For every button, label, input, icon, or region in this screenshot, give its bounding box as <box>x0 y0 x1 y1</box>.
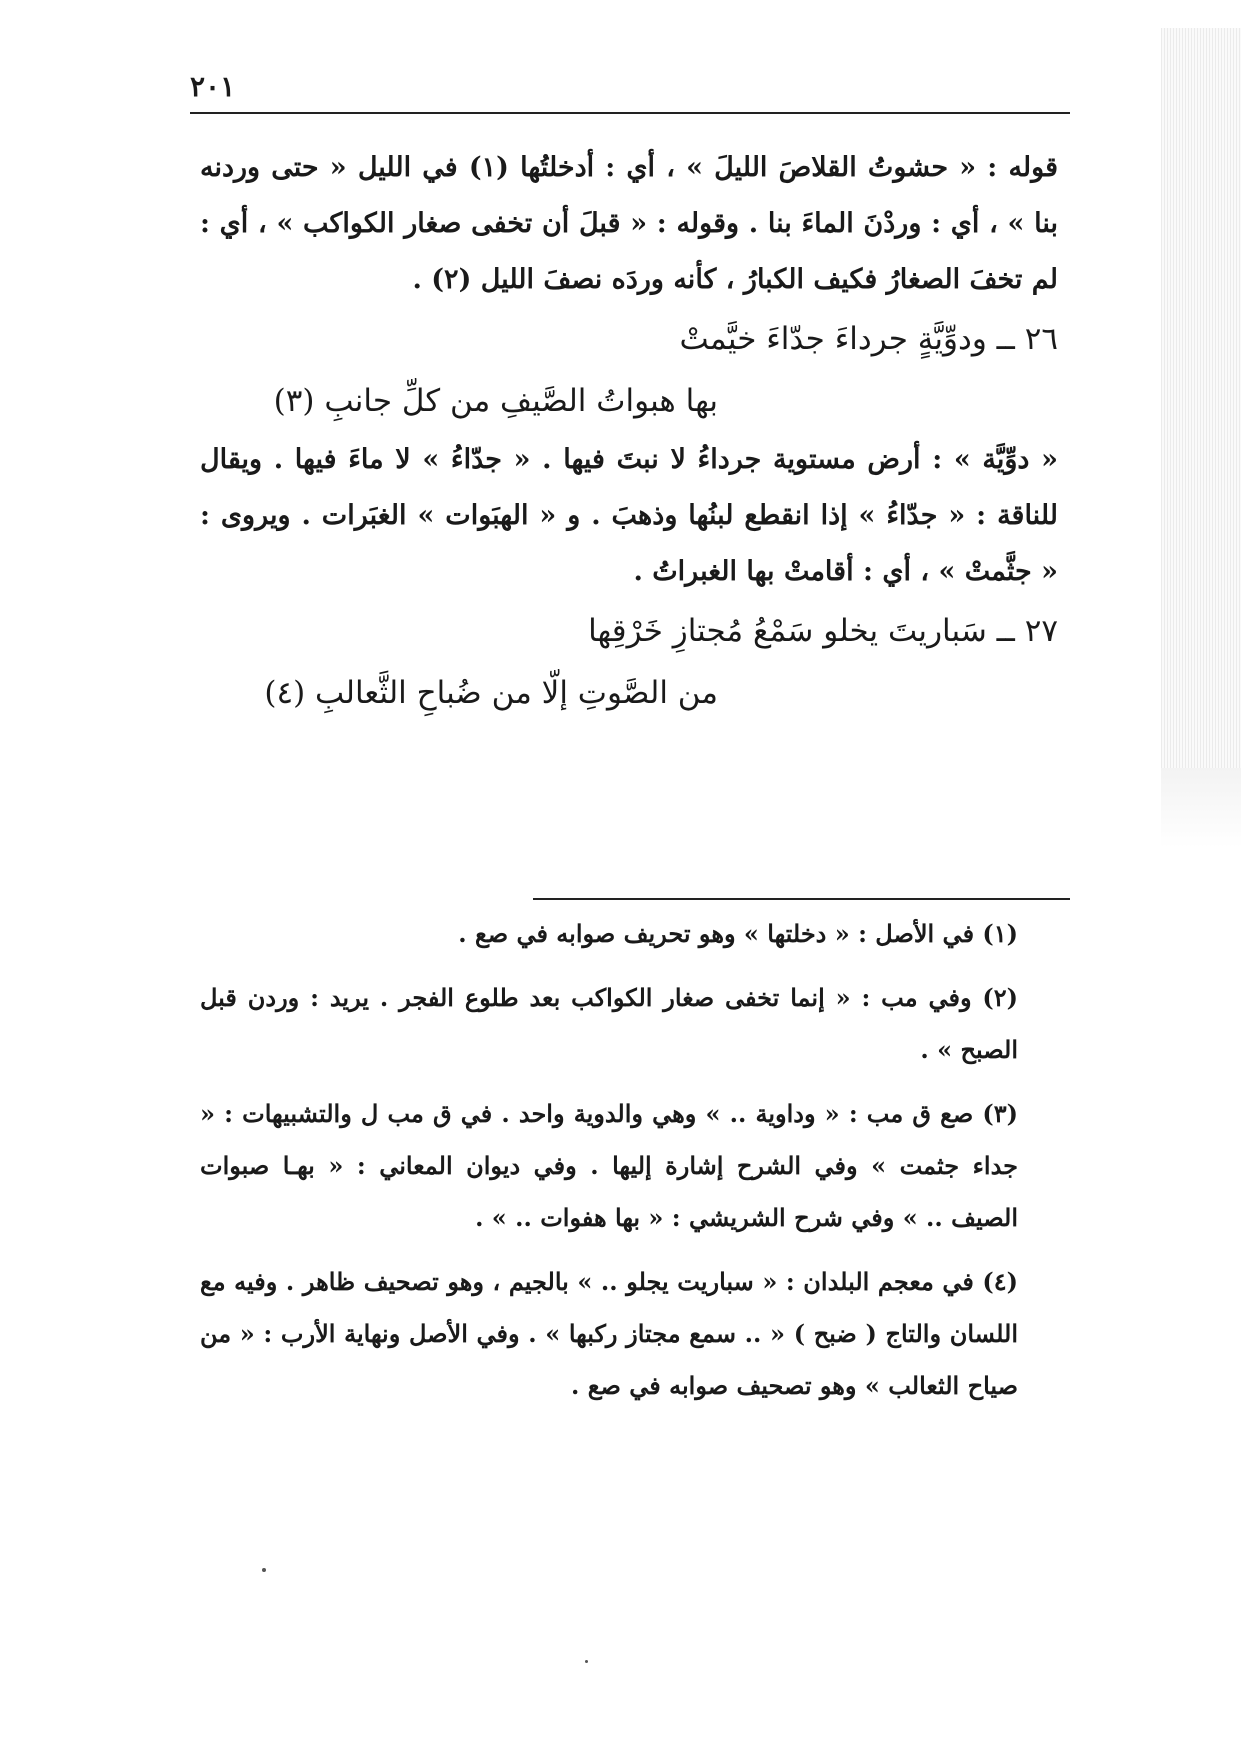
footnote-rule <box>533 898 1070 900</box>
verse-27-second-hemistich: من الصَّوتِ إلّا من ضُباحِ الثَّعالبِ (٤) <box>264 675 718 711</box>
verse-26-first-hemistich: ٢٦ ــ ودوِّيَّةٍ جرداءَ جدّاءَ خيَّمتْ <box>679 321 1058 357</box>
scan-speck <box>585 1660 588 1663</box>
verse-26-second-hemistich: بها هبواتُ الصَّيفِ من كلِّ جانبِ (٣) <box>273 383 718 419</box>
commentary-paragraph-1: قوله : « حشوتُ القلاصَ الليلَ » ، أي : أدخلتُها (١) في الليل « حتى وردنه بنا » ، أي : وردْنَ الماءَ بنا . وقوله : « قبلَ أن تخفى صغار الكواكب » ، أي : لم تخفَ الصغارُ فكيف الكبارُ ، كأنه وردَه نصفَ الليل (٢) . <box>200 152 1059 295</box>
header-rule <box>190 112 1070 114</box>
commentary-paragraph-2: « دوِّيَّة » : أرض مستوية جرداءُ لا نبتَ فيها . « جدّاءُ » لا ماءَ فيها . ويقال للناقة : « جدّاءُ » إذا انقطع لبنُها وذهبَ . و « الهبَوات » الغبَرات . ويروى : « جثَّمتْ » ، أي : أقامتْ بها الغبراتُ . <box>200 444 1058 587</box>
page-edge-shading <box>1161 28 1241 768</box>
page-edge-fade <box>1161 768 1241 848</box>
verse-27-first-hemistich: ٢٧ ــ سَباريتَ يخلو سَمْعُ مُجتازِ خَرْقِها <box>588 613 1058 649</box>
footnote-2: (٢) وفي مب : « إنما تخفى صغار الكواكب بعد طلوع الفجر . يريد : وردن قبل الصبح » . <box>200 983 1018 1064</box>
page-number: ٢٠١ <box>190 70 236 103</box>
scan-speck <box>262 1568 266 1572</box>
main-text <box>200 140 1058 724</box>
footnote-1: (١) في الأصل : « دخلتها » وهو تحريف صوابه في صع . <box>458 919 1018 948</box>
footnote-4: (٤) في معجم البلدان : « سباريت يجلو .. » بالجيم ، وهو تصحيف ظاهر . وفيه مع اللسان والتاج ( ضبح ) « .. سمع مجتاز ركبها » . وفي الأصل ونهاية الأرب : « من صياح الثعالب » وهو تصحيف صوابه في صع . <box>200 1267 1019 1400</box>
footnote-3: (٣) صع ق مب : « وداوية .. » وهي والدوية واحد . في ق مب ل والتشبيهات : « جداء جثمت » وفي الشرح إشارة إليها . وفي ديوان المعاني : « بهـا صبوات الصيف .. » وفي شرح الشريشي : « بها هفوات .. » . <box>200 1099 1018 1232</box>
footnotes <box>200 908 1058 1424</box>
